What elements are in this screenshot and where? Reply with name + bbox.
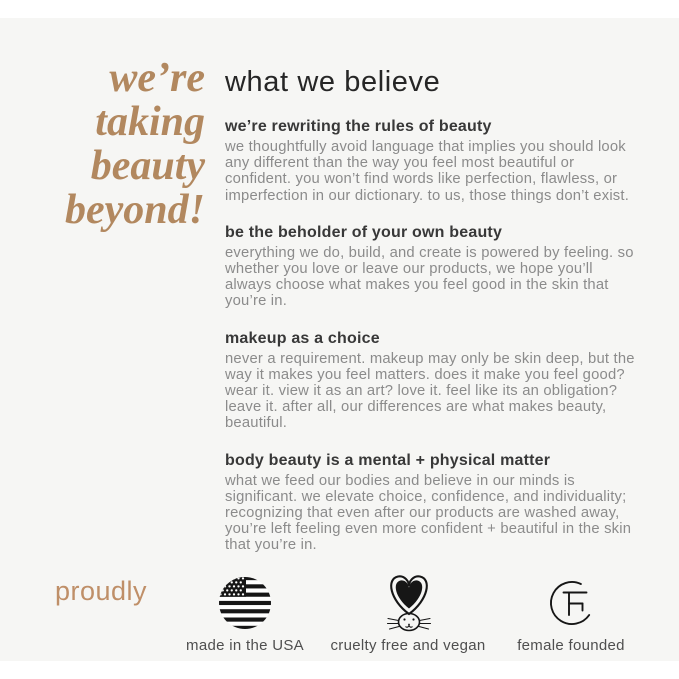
believe-column [225,66,643,574]
badge-label-female-founded: female founded [517,637,625,654]
section-beholder [225,224,643,310]
tagline-line: taking [95,99,205,145]
section-title: be the beholder of your own beauty [225,223,503,241]
section-rewriting-rules [225,118,643,204]
section-body: we thoughtfully avoid language that implies you should look any different than the way you feel most beautiful or confident. you won’t find words like perfection, flawless, or imperfection in our dictionary. to us, those things don’t exist. [225,139,630,204]
tagline [0,56,205,232]
badge-label-made-in-usa: made in the USA [186,637,304,654]
badge-label-cruelty-free: cruelty free and vegan [330,637,486,654]
section-title: we’re rewriting the rules of beauty [225,118,492,135]
female-founded-monogram-icon [546,577,598,634]
tagline-line: beauty [90,143,205,189]
section-body: never a requirement. makeup may only be skin deep, but the way it makes you feel matters. does it make you feel good? wear it. view it as an art? love it. feel like its an obligation? leave it. after all, our differences are what makes beauty, beautiful. [225,350,635,432]
section-body: everything we do, build, and create is powered by feeling. so whether you love or leave our products, we hope you’ll always choose what makes you feel good in the skin that you’re in. [225,244,634,310]
tagline-line: beyond! [65,187,205,233]
tagline-line: we’re [109,55,205,101]
page-title: what we believe [225,66,441,98]
proudly-label: proudly [55,576,148,606]
usa-flag-icon [218,576,272,635]
section-body: what we feed our bodies and believe in our minds is significant. we elevate choice, confidence, and individuality; recognizing that even after our products are washed away, you’re left feeling even more confident + beautiful in the skin that you’re in. [225,472,632,554]
section-body-beauty [225,452,643,554]
cruelty-free-bunny-icon [378,573,440,640]
section-makeup-choice [225,330,643,432]
section-title: body beauty is a mental + physical matter [225,451,551,469]
section-title: makeup as a choice [225,329,380,347]
